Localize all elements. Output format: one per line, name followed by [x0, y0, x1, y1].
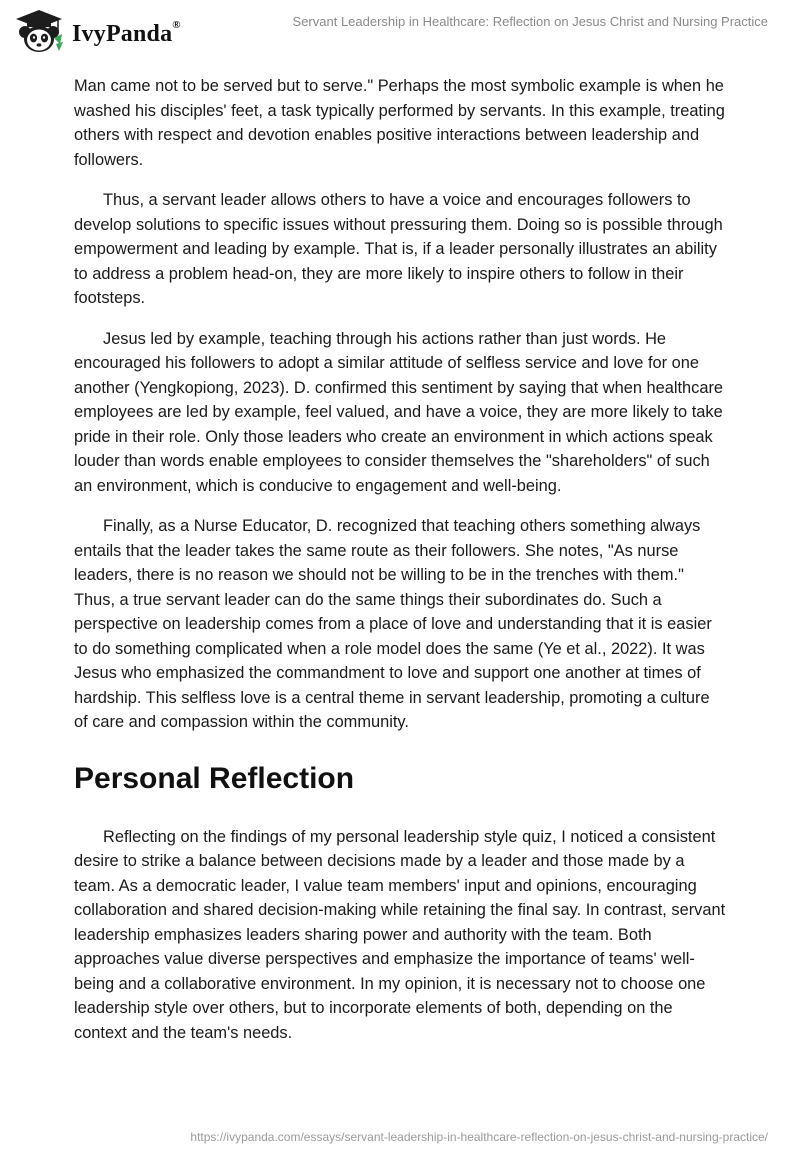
- brand-name: IvyPanda®: [72, 18, 181, 47]
- panda-graduation-cap-icon: [14, 8, 64, 54]
- essay-content: [74, 74, 726, 1061]
- document-title: Servant Leadership in Healthcare: Reflection on Jesus Christ and Nursing Practice: [292, 14, 768, 29]
- page-header: [0, 0, 800, 62]
- section-heading: Personal Reflection: [74, 761, 355, 795]
- paragraph: Thus, a servant leader allows others to have a voice and encourages followers to develop solutions to specific issues without pressuring them. Doing so is possible through empowerment and leading by example. That is, if a leader personally illustrates an ability to address a problem head-on, they are more likely to inspire others to follow in their footsteps.: [74, 191, 723, 307]
- ivypanda-logo[interactable]: [14, 8, 181, 54]
- paragraph: Reflecting on the findings of my personal leadership style quiz, I noticed a consistent desire to strike a balance between decisions made by a leader and those made by a team. As a democratic leader, I value team members' input and opinions, encouraging collaboration and shared decision-making while retaining the final say. In contrast, servant leadership emphasizes leaders sharing power and authority with the team. Both approaches value diverse perspectives and emphasize the importance of teams' well-being and a collaborative environment. In my opinion, it is necessary not to choose one leadership style over others, but to incorporate elements of both, depending on the context and the team's needs.: [74, 827, 726, 1042]
- paragraph: Jesus led by example, teaching through his actions rather than just words. He encouraged his followers to adopt a similar attitude of selfless service and love for one another (Yengkopiong, 2023). D. confirmed this sentiment by saying that when healthcare employees are led by example, feel valued, and have a voice, they are more likely to take pride in their role. Only those leaders who create an environment in which actions speak louder than words enable employees to consider themselves the "shareholders" of such an environment, which is conducive to engagement and well-being.: [74, 329, 724, 495]
- source-url[interactable]: https://ivypanda.com/essays/servant-leadership-in-healthcare-reflection-on-jesus-christ-and-nursing-practice/: [190, 1130, 768, 1144]
- paragraph: Man came not to be served but to serve." Perhaps the most symbolic example is when he washed his disciples' feet, a task typically performed by servants. In this example, treating others with respect and devotion enables positive interactions between leadership and followers.: [74, 77, 725, 169]
- paragraph: Finally, as a Nurse Educator, D. recognized that teaching others something always entails that the leader takes the same route as their followers. She notes, "As nurse leaders, there is no reason we should not be willing to be in the trenches with them." Thus, a true servant leader can do the same things their subordinates do. Such a perspective on leadership comes from a place of love and understanding that it is easier to do something complicated when a role model does the same (Ye et al., 2022). It was Jesus who emphasized the commandment to love and support one another at times of hardship. This selfless love is a central theme in servant leadership, promoting a culture of care and compassion within the community.: [74, 517, 712, 731]
